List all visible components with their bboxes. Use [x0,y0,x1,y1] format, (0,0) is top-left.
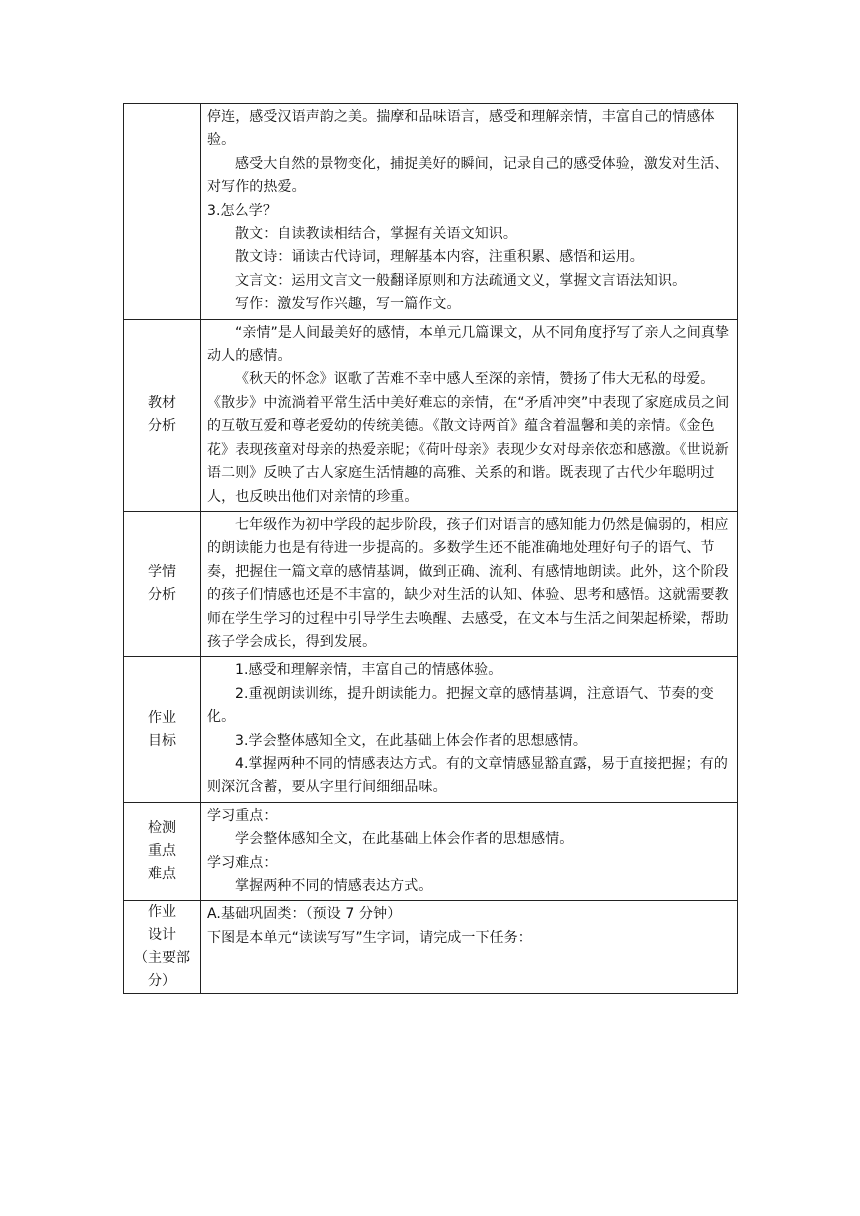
goal-item: 1.感受和理解亲情，丰富自己的情感体验。 [235,662,503,679]
homework-design-content [201,901,738,994]
row-label-textbook-analysis: 教材 分析 [124,319,201,511]
table-row-student-analysis [124,511,738,656]
paragraph: “亲情”是人间最美好的感情，本单元几篇课文，从不同角度抒写了亲人之间真挚动人的感情。 [207,324,730,365]
goal-item: 3.学会整体感知全文，在此基础上体会作者的思想感情。 [235,732,587,749]
key-points-content [201,802,738,901]
table-row-textbook-analysis [124,319,738,511]
row-label-homework-design: 作业 设计 （主要部 分） [124,901,201,994]
paragraph: 散文：自读教读相结合，掌握有关语文知识。 [235,226,517,243]
goal-item: 4.掌握两种不同的情感表达方式。有的文章情感显豁直露，易于直接把握；有的则深沉含蓄，要从字里行间细细品味。 [207,755,728,796]
paragraph: 停连，感受汉语声韵之美。揣摩和品味语言，感受和理解亲情，丰富自己的情感体验。 [207,109,715,149]
student-analysis-content [201,511,738,656]
focus-title: 学习重点： [207,807,278,824]
table-row-key-points [124,802,738,901]
table-row-continuation [124,104,738,320]
difficulty-text: 掌握两种不同的情感表达方式。 [235,878,433,894]
textbook-analysis-content [201,319,738,511]
row-label-empty [124,104,201,320]
row-label-homework-goals: 作业 目标 [124,657,201,802]
row-label-key-points: 检测 重点 难点 [124,802,201,901]
homework-goals-content [201,657,738,802]
table-row-homework-goals [124,657,738,802]
paragraph: 写作：激发写作兴趣，写一篇作文。 [235,296,461,313]
paragraph-heading: 3.怎么学？ [207,202,277,219]
section-text: 下图是本单元“读读写写”生字词，请完成一下任务： [207,929,532,946]
lesson-plan-table [123,103,738,994]
paragraph: 文言文：运用文言文一般翻译原则和方法疏通文义，掌握文言语法知识。 [235,272,687,289]
difficulty-title: 学习难点： [207,854,278,871]
goal-item: 2.重视朗读训练，提升朗读能力。把握文章的感情基调，注意语气、节奏的变化。 [207,685,714,726]
table-row-homework-design [124,901,738,994]
paragraph: 《秋天的怀念》讴歌了苦难不幸中感人至深的亲情，赞扬了伟大无私的母爱。《散步》中流淌着平常生活中美好难忘的亲情，在“矛盾冲突”中表现了家庭成员之间的互敬互爱和尊老爱幼的传统美德。《散文诗两首》蕴含着温馨和美的亲情。《金色花》表现孩童对母亲的热爱亲昵；《荷叶母亲》表现少女对母亲依恋和感激。《世说新语二则》反映了古人家庭生活情趣的高雅、关系的和谐。既表现了古代少年聪明过人，也反映出他们对亲情的珍重。 [207,371,730,505]
paragraph: 感受大自然的景物变化，捕捉美好的瞬间，记录自己的感受体验，激发对生活、对写作的热爱。 [207,155,729,196]
paragraph: 散文诗：诵读古代诗词，理解基本内容，注重积累、感悟和运用。 [235,249,644,266]
row-label-student-analysis: 学情 分析 [124,511,201,656]
focus-text: 学会整体感知全文，在此基础上体会作者的思想感情。 [235,831,574,848]
paragraph: 七年级作为初中学段的起步阶段，孩子们对语言的感知能力仍然是偏弱的，相应的朗读能力也是有待进一步提高的。多数学生还不能准确地处理好句子的语气、节奏，把握住一篇文章的感情基调，做到正确、流利、有感情地朗读。此外，这个阶段的孩子们情感也还是不丰富的，缺少对生活的认知、体验、思考和感悟。这就需要教师在学生学习的过程中引导学生去唤醒、去感受，在文本与生活之间架起桥梁，帮助孩子学会成长，得到发展。 [207,516,729,650]
section-title: A.基础巩固类：（预设 7 分钟） [207,906,402,923]
continuation-content [201,104,738,320]
